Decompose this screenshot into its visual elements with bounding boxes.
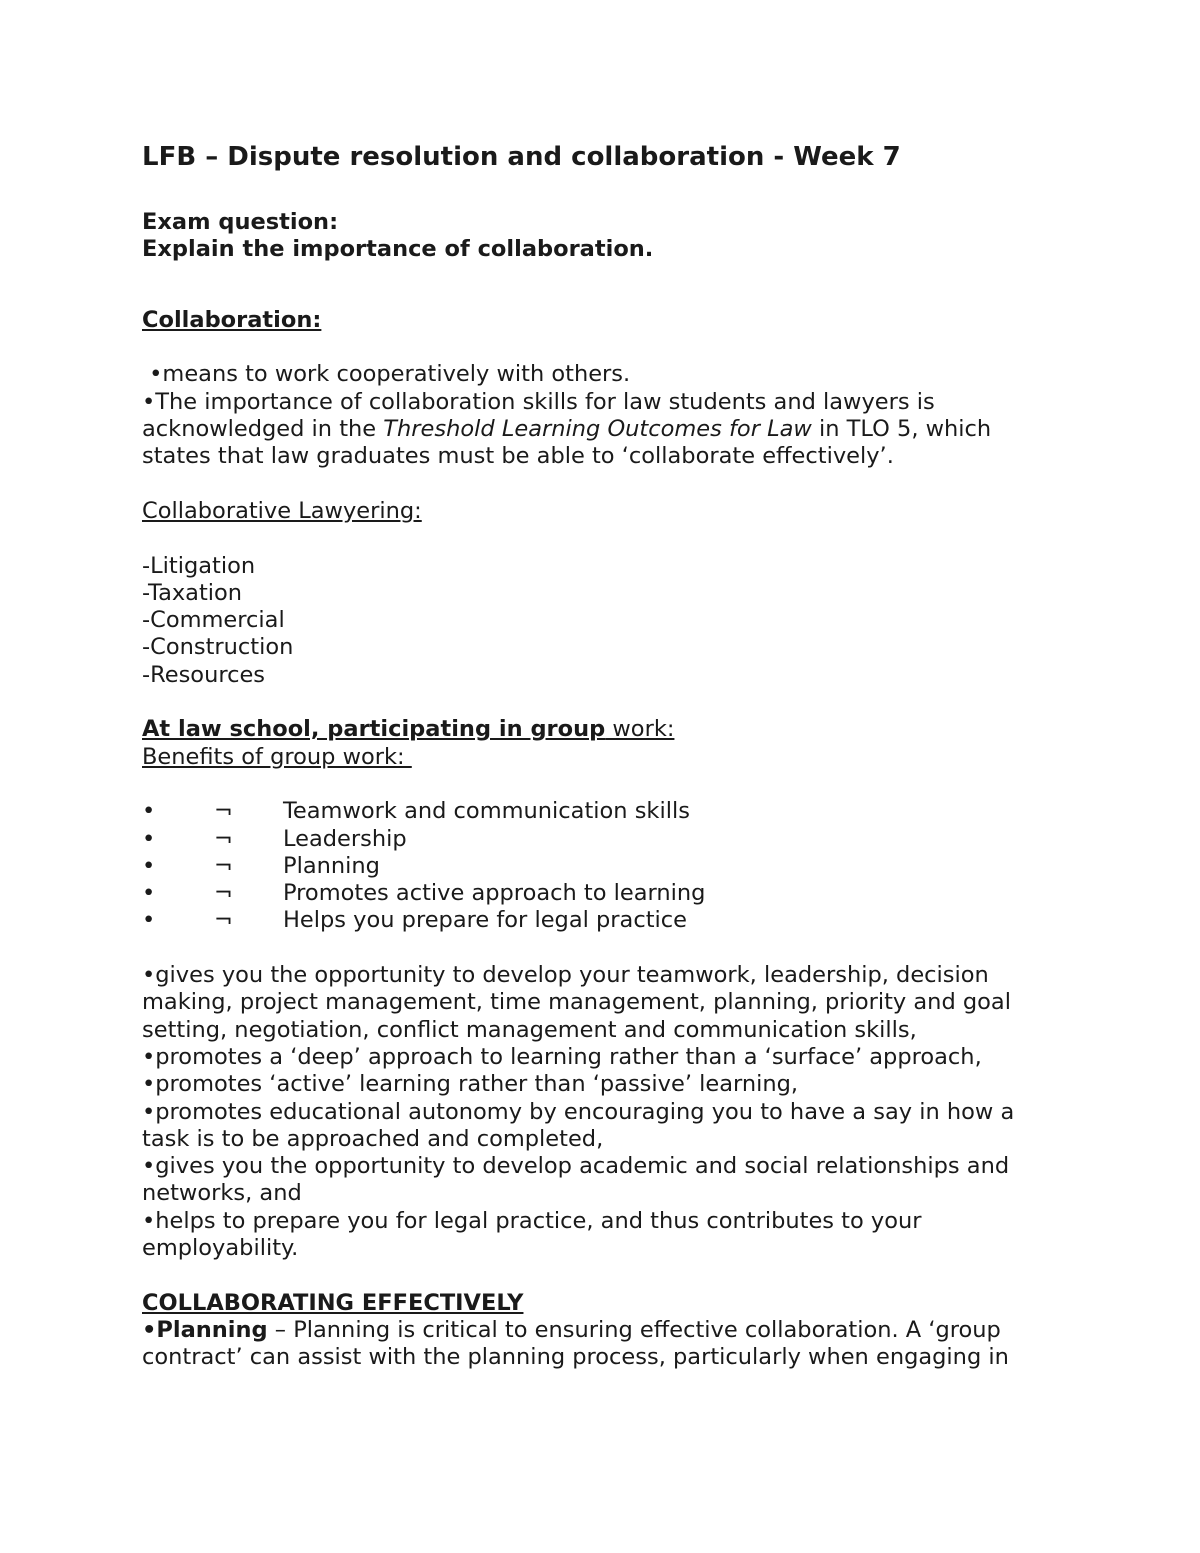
exam-label: Exam question: (142, 209, 339, 235)
not-sign-icon: ¬ (214, 907, 233, 934)
collaboration-line-1: •means to work cooperatively with others. (142, 361, 631, 388)
benefit-paragraph-line: employability. (142, 1234, 299, 1261)
benefit-paragraph-line: •promotes a ‘deep’ approach to learning rather than a ‘surface’ approach, (142, 1043, 982, 1070)
spacer (142, 334, 1072, 361)
spacer (142, 689, 1072, 716)
collaboration-line-3 (142, 416, 1072, 443)
benefit-paragraph-line: •gives you the opportunity to develop academic and social relationships and (142, 1153, 1010, 1180)
benefit-text: Leadership (283, 825, 407, 852)
collaboration-line-3-post: in TLO 5, which (811, 416, 992, 443)
tlo-title: Threshold Learning Outcomes for Law (383, 416, 812, 443)
benefit-text: Teamwork and communication skills (283, 798, 690, 825)
benefit-paragraph-line: setting, negotiation, conflict management and communication skills, (142, 1016, 917, 1043)
spacer (142, 291, 1072, 307)
law-school-heading (142, 716, 1072, 743)
benefit-paragraph-line: networks, and (142, 1180, 302, 1207)
bullet-icon: • (142, 880, 156, 907)
lawyering-item: -Construction (142, 634, 294, 661)
bullet-icon: • (142, 798, 156, 825)
lawyering-item: -Taxation (142, 579, 243, 606)
document-page (142, 140, 1072, 1371)
lawyering-item: -Litigation (142, 552, 256, 579)
planning-label: •Planning (142, 1316, 268, 1343)
spacer (142, 264, 1072, 291)
law-school-heading-bold: At law school, participating in group (142, 716, 606, 743)
benefit-paragraph-line: making, project management, time management, planning, priority and goal (142, 989, 1011, 1016)
not-sign-icon: ¬ (214, 880, 233, 907)
planning-text: – Planning is critical to ensuring effective collaboration. A ‘group (267, 1316, 1001, 1343)
spacer (142, 771, 1072, 798)
planning-line-2: contract’ can assist with the planning process, particularly when engaging in (142, 1344, 1009, 1371)
benefit-row (142, 880, 1072, 907)
spacer (142, 1262, 1072, 1289)
spacer (142, 525, 1072, 552)
benefit-paragraph-line: •promotes educational autonomy by encouraging you to have a say in how a (142, 1098, 1015, 1125)
benefit-row (142, 798, 1072, 825)
spacer (142, 935, 1072, 962)
benefit-text: Helps you prepare for legal practice (283, 907, 688, 934)
benefit-paragraph-line: •gives you the opportunity to develop your teamwork, leadership, decision (142, 962, 989, 989)
law-school-heading-plain: work: (605, 716, 675, 743)
lawyering-item: -Resources (142, 661, 266, 688)
planning-line-1 (142, 1317, 1072, 1344)
benefit-row (142, 826, 1072, 853)
collaboration-heading: Collaboration: (142, 306, 322, 333)
benefit-text: Planning (283, 852, 380, 879)
benefit-paragraph-line: •promotes ‘active’ learning rather than ‘passive’ learning, (142, 1071, 799, 1098)
bullet-icon: • (142, 852, 156, 879)
lawyering-heading: Collaborative Lawyering: (142, 497, 422, 524)
collaborating-effectively-heading: COLLABORATING EFFECTIVELY (142, 1289, 524, 1316)
bullet-icon: • (142, 825, 156, 852)
spacer (142, 471, 1072, 498)
benefits-heading: Benefits of group work: (142, 743, 412, 770)
not-sign-icon: ¬ (214, 798, 233, 825)
collaboration-line-4: states that law graduates must be able to ‘collaborate effectively’. (142, 443, 894, 470)
collaboration-line-2: •The importance of collaboration skills for law students and lawyers is (142, 388, 935, 415)
document-title: LFB – Dispute resolution and collaboration - Week 7 (142, 142, 901, 172)
benefit-row (142, 853, 1072, 880)
benefit-paragraph-line: •helps to prepare you for legal practice, and thus contributes to your (142, 1207, 922, 1234)
not-sign-icon: ¬ (214, 852, 233, 879)
exam-question: Explain the importance of collaboration. (142, 236, 654, 263)
collaboration-line-3-pre: acknowledged in the (142, 416, 384, 443)
bullet-icon: • (142, 907, 156, 934)
benefit-row (142, 907, 1072, 934)
benefit-paragraph-line: task is to be approached and completed, (142, 1125, 604, 1152)
lawyering-item: -Commercial (142, 607, 285, 634)
not-sign-icon: ¬ (214, 825, 233, 852)
benefit-text: Promotes active approach to learning (283, 880, 706, 907)
